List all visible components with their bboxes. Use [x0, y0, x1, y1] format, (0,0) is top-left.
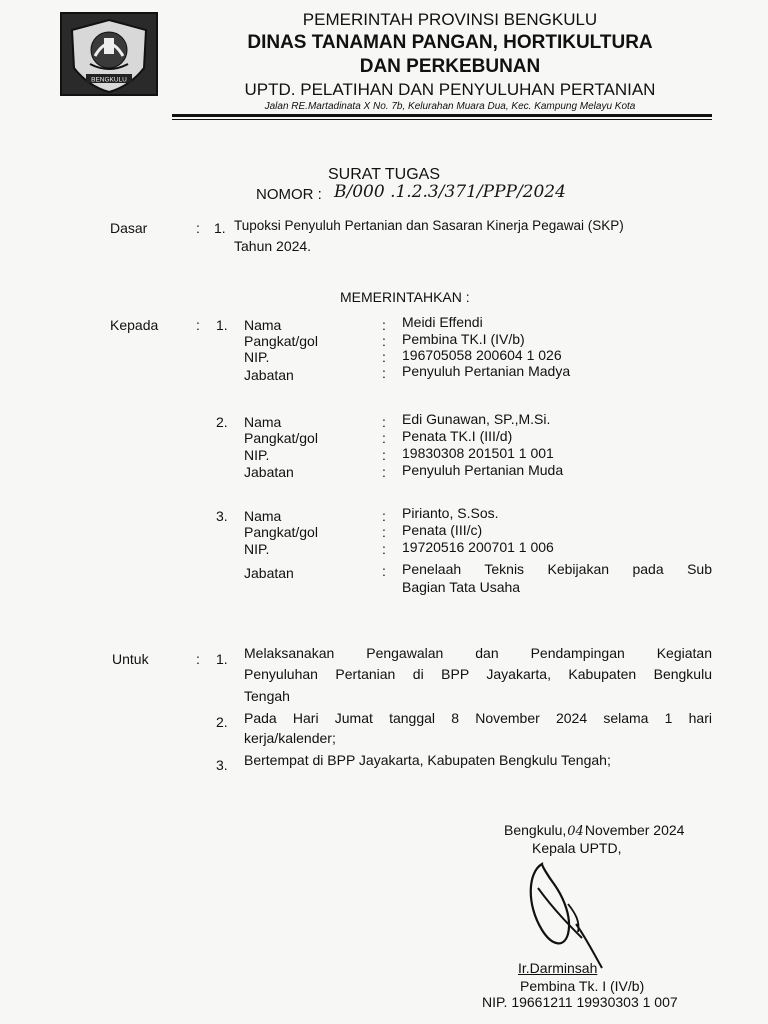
- field-label-pangkat: Pangkat/gol: [244, 430, 318, 446]
- letterhead-divider: [172, 114, 712, 117]
- field-colon: :: [382, 508, 386, 524]
- field-colon: :: [382, 365, 386, 381]
- signer-name: Ir.Darminsah: [518, 960, 598, 976]
- person-name: Edi Gunawan, SP.,M.Si.: [402, 411, 551, 427]
- signature-month-year: November 2024: [584, 822, 685, 838]
- dasar-colon: :: [196, 220, 200, 236]
- signature-place: Bengkulu,: [504, 822, 567, 838]
- field-label-pangkat: Pangkat/gol: [244, 524, 318, 540]
- dasar-text-line1: Tupoksi Penyuluh Pertanian dan Sasaran Kinerja Pegawai (SKP): [234, 218, 624, 233]
- field-label-nama: Nama: [244, 317, 282, 333]
- number-label: NOMOR :: [256, 186, 322, 203]
- task-text-line: Bertempat di BPP Jayakarta, Kabupaten Bengkulu Tengah;: [244, 752, 611, 768]
- task-text-line: Tengah: [244, 688, 290, 704]
- task-text-line: Penyuluhan Pertanian di BPP Jayakarta, Kabupaten Bengkulu: [244, 666, 712, 682]
- field-label-pangkat: Pangkat/gol: [244, 333, 318, 349]
- untuk-label: Untuk: [112, 651, 149, 667]
- signature-place-date: [504, 822, 684, 839]
- task-text-line: Pada Hari Jumat tanggal 8 November 2024 selama 1 hari: [244, 710, 712, 726]
- field-label-nip: NIP.: [244, 349, 270, 365]
- province-emblem-logo: [60, 12, 158, 96]
- person-position: Penyuluh Pertanian Madya: [402, 363, 571, 379]
- task-number: 3.: [216, 757, 228, 773]
- task-number: 1.: [216, 651, 228, 667]
- dasar-label: Dasar: [110, 220, 148, 236]
- field-colon: :: [382, 430, 386, 446]
- memerintahkan-heading: MEMERINTAHKAN :: [340, 289, 470, 305]
- field-label-jabatan: Jabatan: [244, 565, 294, 581]
- number-handwritten: B/000 .1.2.3/371/PPP/2024: [334, 182, 566, 202]
- person-position-line2: Bagian Tata Usaha: [402, 579, 521, 595]
- field-colon: :: [382, 447, 386, 463]
- kepada-label: Kepada: [110, 317, 159, 333]
- signature-position: Kepala UPTD,: [532, 840, 622, 856]
- field-colon: :: [382, 524, 386, 540]
- person-number: 3.: [216, 508, 228, 524]
- document-title: SURAT TUGAS: [327, 166, 441, 183]
- field-colon: :: [382, 333, 386, 349]
- letterhead-government: PEMERINTAH PROVINSI BENGKULU: [302, 10, 598, 29]
- person-nip: 19830308 201501 1 001: [402, 445, 554, 461]
- field-colon: :: [382, 464, 386, 480]
- person-position-line1: Penelaah Teknis Kebijakan pada Sub: [402, 561, 712, 577]
- letterhead-divider-thin: [172, 119, 712, 120]
- letterhead-agency-line1: DINAS TANAMAN PANGAN, HORTIKULTURA: [247, 32, 653, 53]
- person-name: Meidi Effendi: [402, 314, 483, 330]
- task-text-line: kerja/kalender;: [244, 730, 336, 746]
- field-label-jabatan: Jabatan: [244, 367, 294, 383]
- signature-handwritten-day: 04: [567, 824, 584, 839]
- letterhead-unit: UPTD. PELATIHAN DAN PENYULUHAN PERTANIAN: [244, 80, 656, 99]
- field-label-jabatan: Jabatan: [244, 464, 294, 480]
- person-rank: Penata TK.I (III/d): [402, 428, 513, 444]
- person-name: Pirianto, S.Sos.: [402, 505, 499, 521]
- field-colon: :: [382, 349, 386, 365]
- svg-text:BENGKULU: BENGKULU: [91, 76, 127, 84]
- task-text-line: Melaksanakan Pengawalan dan Pendampingan Kegiatan: [244, 645, 712, 661]
- signer-rank: Pembina Tk. I (IV/b): [520, 978, 645, 994]
- task-number: 2.: [216, 714, 228, 730]
- field-label-nama: Nama: [244, 414, 282, 430]
- person-nip: 196705058 200604 1 026: [402, 347, 562, 363]
- person-number: 1.: [216, 317, 228, 333]
- field-colon: :: [382, 317, 386, 333]
- kepada-colon: :: [196, 317, 200, 333]
- field-label-nama: Nama: [244, 508, 282, 524]
- person-position: Penyuluh Pertanian Muda: [402, 462, 564, 478]
- field-colon: :: [382, 541, 386, 557]
- field-label-nip: NIP.: [244, 447, 270, 463]
- letterhead-agency-line2: DAN PERKEBUNAN: [359, 56, 541, 77]
- person-rank: Pembina TK.I (IV/b): [402, 331, 525, 347]
- dasar-number: 1.: [214, 220, 226, 236]
- handwritten-signature: [520, 858, 630, 970]
- untuk-colon: :: [196, 651, 200, 667]
- field-colon: :: [382, 563, 386, 579]
- letterhead-address: Jalan RE.Martadinata X No. 7b, Kelurahan Muara Dua, Kec. Kampung Melayu Kota: [264, 101, 636, 112]
- field-colon: :: [382, 414, 386, 430]
- person-number: 2.: [216, 414, 228, 430]
- field-label-nip: NIP.: [244, 541, 270, 557]
- dasar-text-line2: Tahun 2024.: [234, 238, 312, 254]
- person-rank: Penata (III/c): [402, 522, 483, 538]
- person-nip: 19720516 200701 1 006: [402, 539, 554, 555]
- signer-nip: NIP. 19661211 19930303 1 007: [482, 994, 678, 1010]
